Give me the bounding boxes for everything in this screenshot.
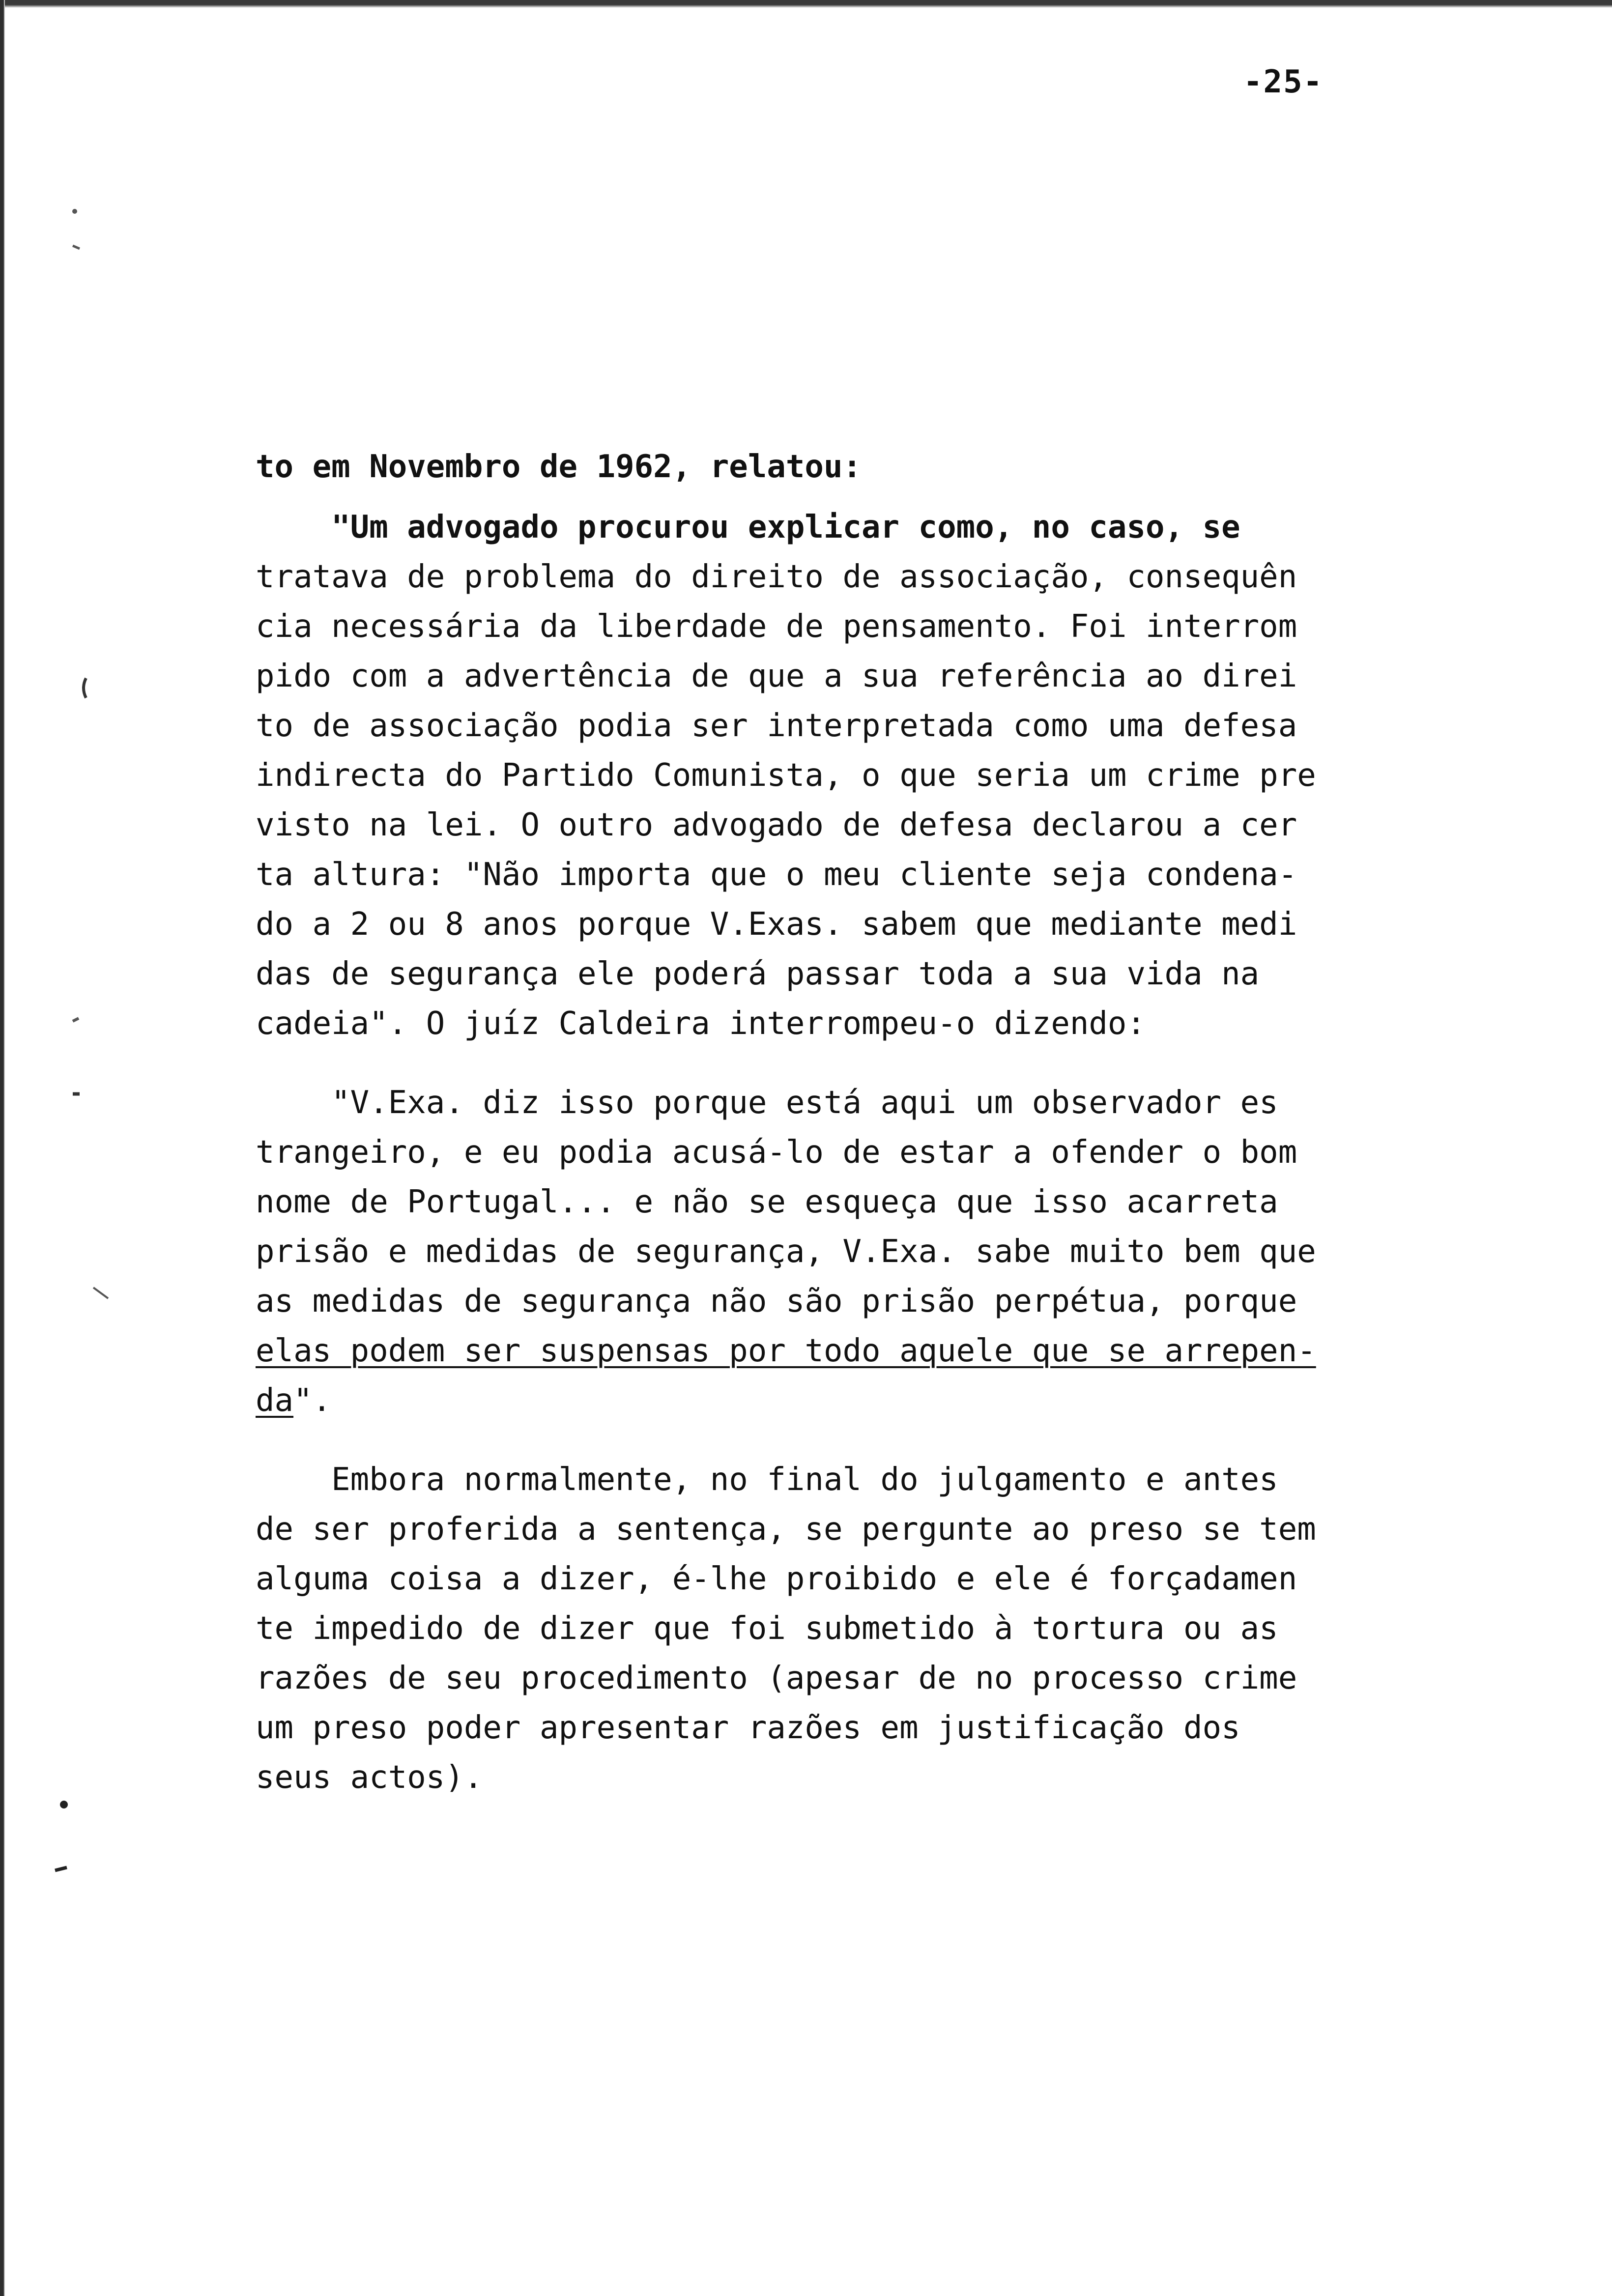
text-line: nome de Portugal... e não se esqueça que isso acarreta: [256, 1184, 1278, 1220]
margin-mark: [73, 246, 80, 249]
margin-mark: [73, 1018, 79, 1021]
text-line: do a 2 ou 8 anos porque V.Exas. sabem que mediante medi: [256, 906, 1297, 943]
text-line: cia necessária da liberdade de pensamento. Foi interrom: [256, 608, 1297, 645]
text-line: "Um advogado procurou explicar como, no caso, se: [256, 509, 1240, 545]
text-line: das de segurança ele poderá passar toda a sua vida na: [256, 956, 1260, 992]
paragraph-gap: [256, 492, 1386, 503]
text-line: "V.Exa. diz isso porque está aqui um observador es: [256, 1085, 1278, 1121]
text-line: alguma coisa a dizer, é-lhe proibido e ele é forçadamen: [256, 1561, 1297, 1597]
body-text: [256, 442, 1386, 1803]
text-line: trangeiro, e eu podia acusá-lo de estar a ofender o bom: [256, 1134, 1297, 1171]
scan-top-edge: [0, 0, 1612, 8]
closing-quote: ".: [293, 1382, 332, 1419]
underlined-text: da: [256, 1382, 294, 1419]
margin-mark: [60, 1801, 68, 1808]
margin-marks: [0, 0, 147, 2296]
text-line: razões de seu procedimento (apesar de no processo crime: [256, 1660, 1297, 1696]
paragraph-gap: [256, 1426, 1386, 1455]
text-line: indirecta do Partido Comunista, o que seria um crime pre: [256, 757, 1316, 794]
margin-mark: [55, 1867, 67, 1870]
text-line: de ser proferida a sentença, se pergunte ao preso se tem: [256, 1511, 1316, 1548]
text-line-underlined: [256, 1376, 1386, 1426]
margin-mark: [84, 678, 86, 698]
paragraph-gap: [256, 1049, 1386, 1078]
text-line: te impedido de dizer que foi submetido à tortura ou as: [256, 1610, 1278, 1647]
text-line: to de associação podia ser interpretada como uma defesa: [256, 708, 1297, 744]
paragraph-intro: [256, 442, 1386, 492]
text-line: Embora normalmente, no final do julgamento e antes: [256, 1462, 1278, 1498]
text-line-underlined: [256, 1326, 1386, 1376]
margin-mark: [72, 209, 77, 214]
text-line: cadeia". O juíz Caldeira interrompeu-o dizendo:: [256, 1005, 1146, 1042]
paragraph-closing: [256, 1455, 1386, 1803]
paragraph-quote-2: [256, 1078, 1386, 1426]
text-line: as medidas de segurança não são prisão perpétua, porque: [256, 1283, 1297, 1320]
text-line: visto na lei. O outro advogado de defesa declarou a cer: [256, 807, 1297, 843]
text-line: to em Novembro de 1962, relatou:: [256, 449, 862, 485]
text-line: pido com a advertência de que a sua referência ao direi: [256, 658, 1297, 694]
text-line: prisão e medidas de segurança, V.Exa. sabe muito bem que: [256, 1234, 1316, 1270]
text-line: ta altura: "Não importa que o meu cliente seja condena-: [256, 857, 1297, 893]
paragraph-quote-1: [256, 503, 1386, 1049]
margin-mark: [93, 1288, 108, 1298]
page-number: -25-: [1243, 64, 1324, 100]
text-line: um preso poder apresentar razões em justificação dos: [256, 1710, 1240, 1746]
text-line: seus actos).: [256, 1759, 483, 1796]
underlined-text: elas podem ser suspensas por todo aquele que se arrepen-: [256, 1333, 1316, 1369]
text-line: tratava de problema do direito de associação, consequên: [256, 559, 1297, 595]
